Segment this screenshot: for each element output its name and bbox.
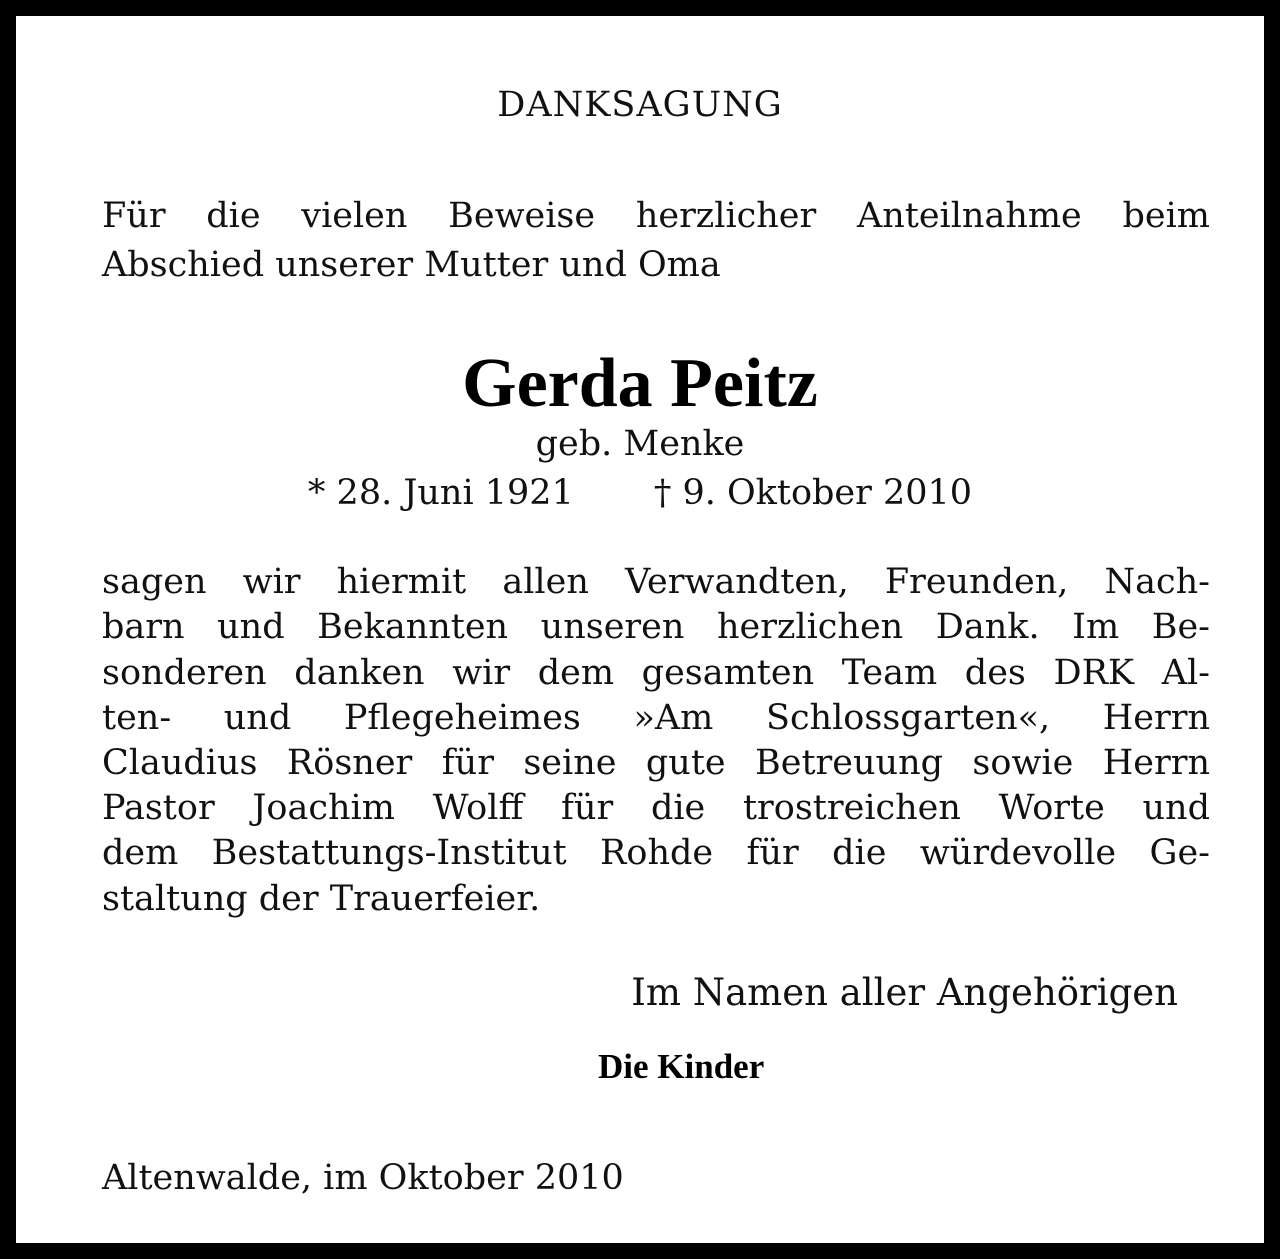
body-line-6: Pastor Joachim Wolff für die trostreichen Worte und [102, 788, 1210, 828]
birth-date: * 28. Juni 1921 [307, 473, 574, 513]
born-name: geb. Menke [535, 424, 745, 464]
signature: Die Kinder [598, 1047, 765, 1086]
deceased-name: Gerda Peitz [462, 345, 818, 422]
place-date: Altenwalde, im Oktober 2010 [102, 1158, 624, 1198]
notice-heading: DANKSAGUNG [497, 85, 783, 125]
intro-line-1: Für die vielen Beweise herzlicher Anteilnahme beim [102, 196, 1210, 236]
death-date: † 9. Oktober 2010 [653, 473, 973, 513]
body-line-2: barn und Bekannten unseren herzlichen Dank. Im Be- [102, 607, 1210, 647]
intro-line-2: Abschied unserer Mutter und Oma [102, 245, 721, 285]
life-dates [16, 473, 1264, 513]
closing-line: Im Namen aller Angehörigen [631, 971, 1178, 1014]
body-line-7: dem Bestattungs-Institut Rohde für die würdevolle Ge- [102, 833, 1210, 873]
body-line-1: sagen wir hiermit allen Verwandten, Freunden, Nach- [102, 562, 1210, 602]
body-line-4: ten- und Pflegeheimes »Am Schlossgarten«, Herrn [102, 698, 1210, 738]
body-line-8: staltung der Trauerfeier. [102, 879, 541, 919]
body-line-3: sonderen danken wir dem gesamten Team des DRK Al- [102, 653, 1210, 693]
body-line-5: Claudius Rösner für seine gute Betreuung sowie Herrn [102, 743, 1210, 783]
